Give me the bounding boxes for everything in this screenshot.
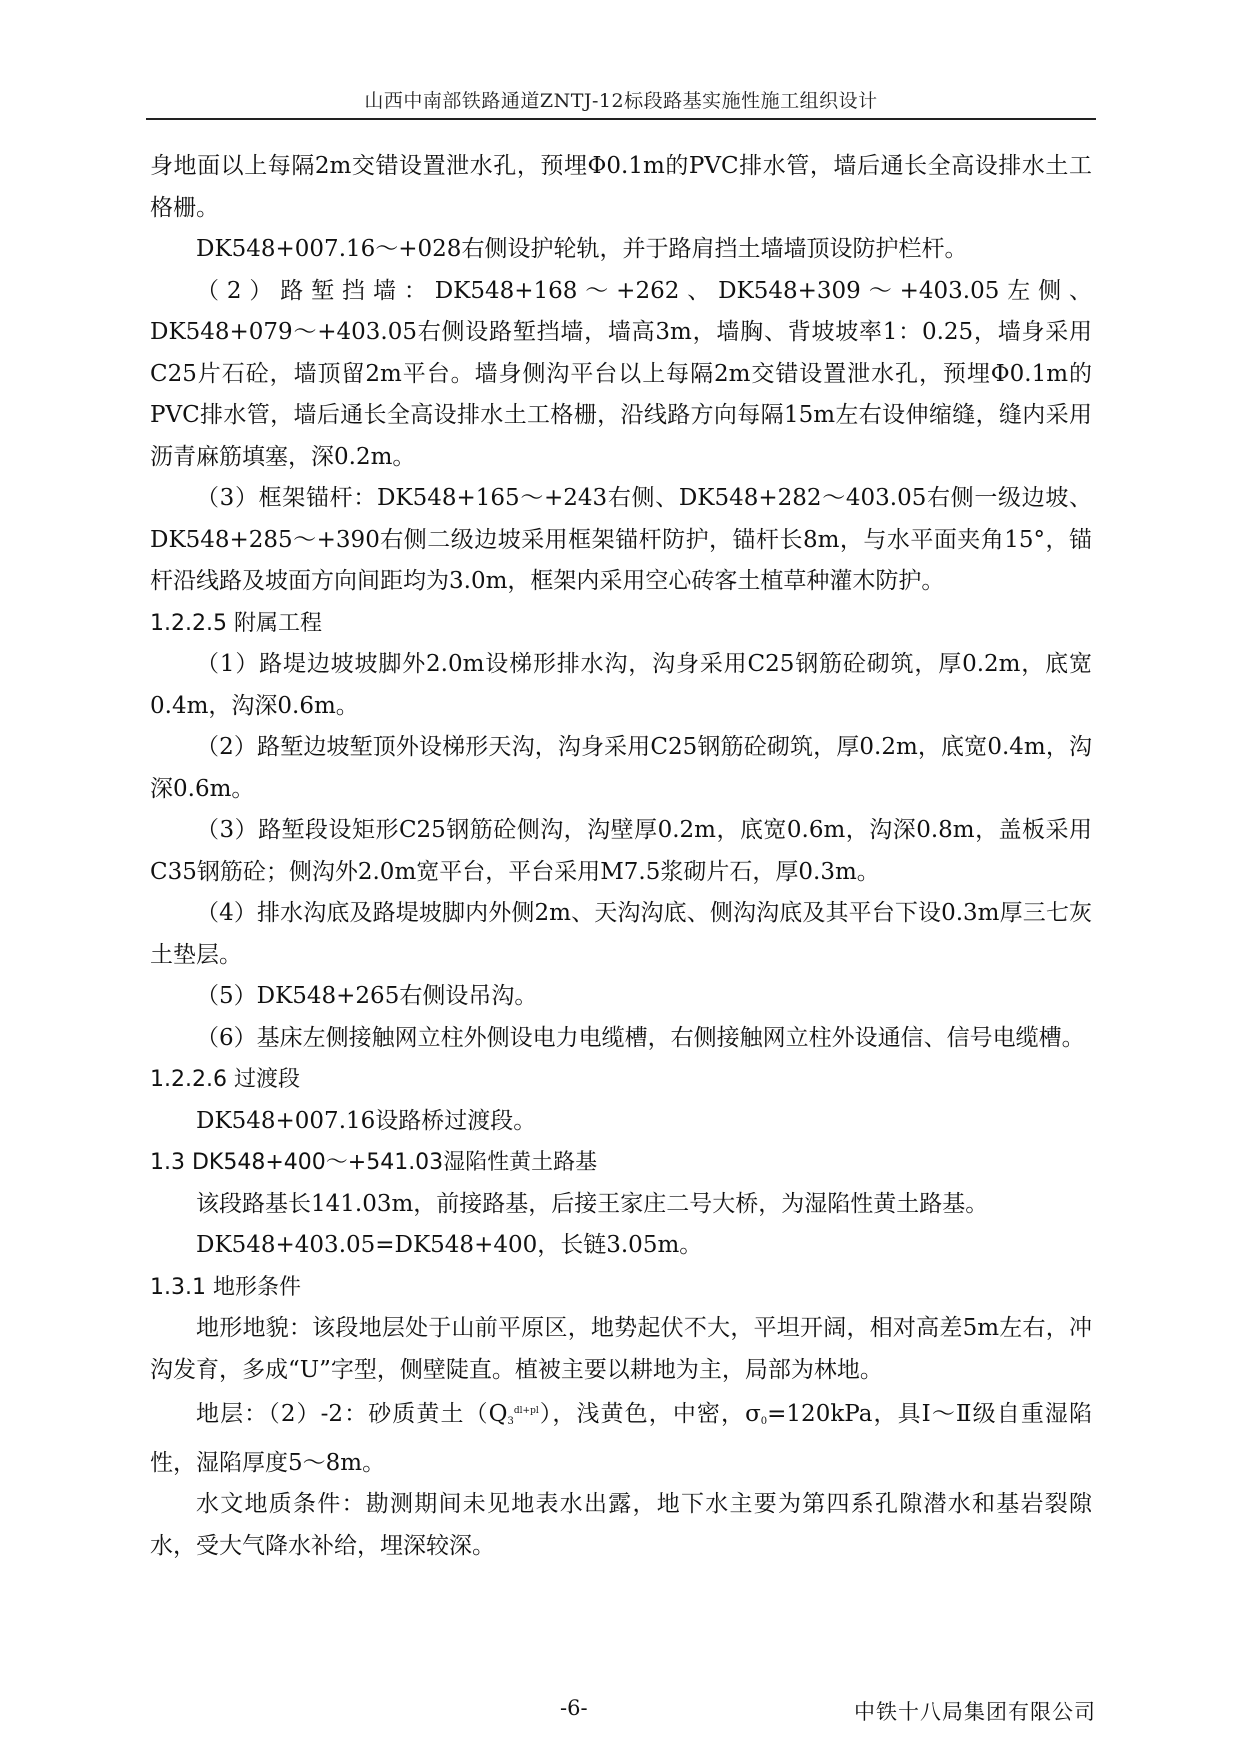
paragraph: DK548+403.05=DK548+400，长链3.05m。 [196,1232,703,1258]
section-heading: 1.2.2.5 附属工程 [150,610,322,636]
page-header: 山西中南部铁路通道ZNTJ-12标段路基实施性施工组织设计 [364,90,878,112]
section-heading: 1.3.1 地形条件 [150,1274,301,1300]
page-number: -6- [560,1696,588,1720]
footer-organization: 中铁十八局集团有限公司 [854,1700,1096,1724]
paragraph: DK548+007.16～+028右侧设护轮轨，并于路肩挡土墙墙顶设防护栏杆。 [196,236,968,262]
sigma-subscript: 0 [760,1416,768,1427]
paragraph: （5）DK548+265右侧设吊沟。 [196,983,538,1009]
paragraph: 水文地质条件：勘测期间未见地表水出露，地下水主要为第四系孔隙潜水和基岩裂隙水，受大气降水补给，埋深较深。 [150,1491,1092,1559]
paragraph: （6）基床左侧接触网立柱外侧设电力电缆槽，右侧接触网立柱外设通信、信号电缆槽。 [196,1024,1085,1051]
section-heading: 1.2.2.6 过渡段 [150,1067,300,1092]
paragraph: 身地面以上每隔2m交错设置泄水孔，预埋Φ0.1m的PVC排水管，墙后通长全高设排水土工格栅。 [150,153,1092,221]
paragraph: 该段路基长141.03m，前接路基，后接王家庄二号大桥，为湿陷性黄土路基。 [196,1190,989,1217]
paragraph: （1）路堤边坡坡脚外2.0m设梯形排水沟，沟身采用C25钢筋砼砌筑，厚0.2m，底宽0.4m，沟深0.6m。 [150,651,1092,719]
paragraph: （2）路堑挡墙：DK548+168～+262、DK548+309～+403.05左侧、DK548+079～+403.05右侧设路堑挡墙，墙高3m，墙胸、背坡坡率1：0.25，墙身采用C25片石砼，墙顶留2m平台。墙身侧沟平台以上每隔2m交错设置泄水孔，预埋Φ0.1m的PVC排水管，墙后通长全高设排水土工格栅，沿线路方向每隔15m左右设伸缩缝，缝内采用沥青麻筋填塞，深0.2m。 [150,277,1092,470]
paragraph: 地形地貌：该段地层处于山前平原区，地势起伏不大，平坦开阔，相对高差5m左右，冲沟发育，多成“U”字型，侧壁陡直。植被主要以耕地为主，局部为林地。 [150,1315,1092,1383]
strata-superscript: dl+pl [513,1406,539,1416]
strata-subscript: 3 [507,1416,514,1427]
paragraph: （3）路堑段设矩形C25钢筋砼侧沟，沟壁厚0.2m，底宽0.6m，沟深0.8m，盖板采用C35钢筋砼；侧沟外2.0m宽平台，平台采用M7.5浆砌片石，厚0.3m。 [150,817,1092,885]
header-rule [146,118,1096,120]
strata-text-a: 地层：（2）-2：砂质黄土（Q [196,1401,508,1427]
strata-text-b: ），浅黄色，中密，σ [538,1401,761,1427]
section-heading: 1.3 DK548+400～+541.03湿陷性黄土路基 [150,1150,598,1175]
document-body [150,146,1092,1567]
paragraph: （4）排水沟底及路堤坡脚内外侧2m、天沟沟底、侧沟沟底及其平台下设0.3m厚三七灰土垫层。 [150,900,1092,968]
paragraph: DK548+007.16设路桥过渡段。 [196,1107,537,1134]
paragraph: （3）框架锚杆：DK548+165～+243右侧、DK548+282～403.05右侧一级边坡、DK548+285～+390右侧二级边坡采用框架锚杆防护，锚杆长8m，与水平面夹角15°，锚杆沿线路及坡面方向间距均为3.0m，框架内采用空心砖客土植草种灌木防护。 [150,485,1092,594]
strata-text-c: =120kPa，具Ⅰ～Ⅱ级自重湿陷性，湿陷厚度5～8m。 [150,1401,1092,1476]
paragraph: （2）路堑边坡堑顶外设梯形天沟，沟身采用C25钢筋砼砌筑，厚0.2m，底宽0.4m，沟深0.6m。 [150,734,1092,802]
paragraph-strata [150,1391,1092,1484]
